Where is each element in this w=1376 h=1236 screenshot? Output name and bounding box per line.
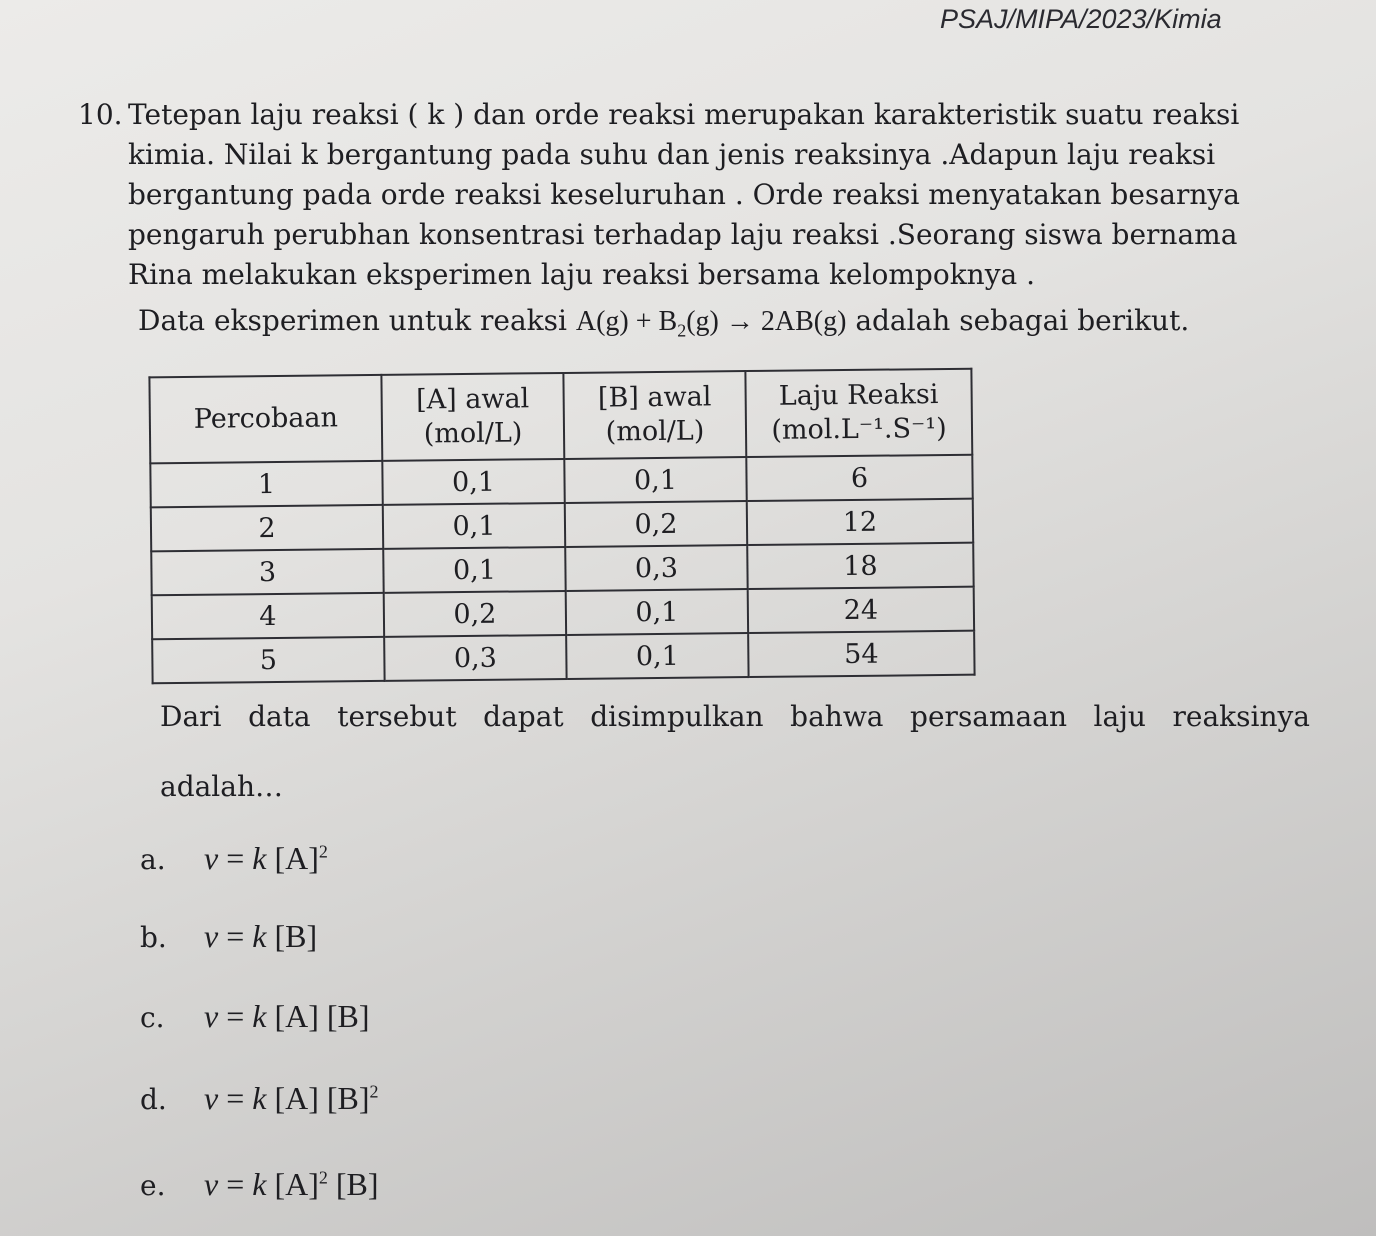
option-letter: a.: [140, 843, 166, 876]
table-header-row: [149, 369, 972, 464]
table-cell: 0,1: [383, 547, 565, 593]
header-percobaan: Percobaan: [149, 375, 382, 463]
reaction-left: A(g) + B: [575, 306, 678, 337]
answer-option-a[interactable]: [140, 840, 328, 877]
experiment-outro: adalah sebagai berikut.: [855, 304, 1190, 337]
conclusion-text-end: adalah…: [160, 770, 283, 803]
header-text: [A] awal: [415, 383, 530, 416]
question-text-line: pengaruh perubhan konsentrasi terhadap laju reaksi .Seorang siswa bernama: [128, 218, 1238, 251]
option-letter: d.: [140, 1083, 167, 1116]
header-b-awal: [563, 371, 746, 459]
reaction-equation: [575, 306, 847, 341]
option-formula: v = k $[A]^2$ [B]: [204, 1166, 379, 1202]
reaction-right: (g) → 2AB(g): [686, 306, 847, 337]
experiment-intro-line: [138, 304, 1189, 342]
table-cell: 5: [152, 637, 384, 683]
header-text: [B] awal: [597, 381, 712, 414]
table-cell: 4: [152, 593, 384, 639]
option-formula: v = k [B]: [204, 918, 318, 954]
document-code: PSAJ/MIPA/2023/Kimia: [940, 4, 1222, 34]
header-unit: (mol/L): [423, 417, 523, 450]
option-letter: e.: [140, 1169, 166, 1202]
option-formula: v = k [A] [B]: [204, 998, 370, 1034]
answer-option-d[interactable]: [140, 1080, 379, 1117]
table-cell: 0,1: [382, 459, 564, 505]
header-text: Laju Reaksi: [778, 379, 939, 412]
header-unit: (mol.L⁻¹.S⁻¹): [771, 412, 947, 446]
table-cell: 0,3: [565, 545, 747, 591]
table-cell: 54: [748, 631, 974, 677]
table-cell: 3: [151, 549, 383, 595]
table-cell: 18: [747, 543, 973, 589]
question-text-line: kimia. Nilai k bergantung pada suhu dan jenis reaksinya .Adapun laju reaksi: [128, 138, 1216, 171]
experiment-data-table: [148, 368, 975, 685]
question-text-line: Tetepan laju reaksi ( k ) dan orde reaksi merupakan karakteristik suatu reaksi: [128, 98, 1240, 131]
table-cell: 0,1: [566, 633, 748, 679]
table-cell: 12: [747, 499, 973, 545]
experiment-intro: Data eksperimen untuk reaksi: [138, 304, 567, 337]
table-cell: 6: [746, 455, 972, 501]
answer-option-c[interactable]: [140, 998, 370, 1035]
question-text-line: Rina melakukan eksperimen laju reaksi bersama kelompoknya .: [128, 258, 1036, 291]
table-cell: 0,1: [566, 589, 748, 635]
option-letter: c.: [140, 1001, 165, 1034]
table-cell: 0,3: [384, 635, 566, 681]
table-cell: 1: [150, 461, 382, 507]
header-laju-reaksi: [745, 369, 972, 457]
question-text-line: bergantung pada orde reaksi keseluruhan . Orde reaksi menyatakan besarnya: [128, 178, 1240, 211]
option-formula: v = k $[A]^2$: [204, 840, 328, 876]
question-number: 10.: [78, 98, 123, 131]
answer-option-b[interactable]: [140, 918, 317, 955]
table-cell: 0,1: [383, 503, 565, 549]
conclusion-text: Dari data tersebut dapat disimpulkan bahwa persamaan laju reaksinya: [160, 700, 1310, 733]
table-cell: 0,1: [564, 457, 746, 503]
option-letter: b.: [140, 921, 167, 954]
table-cell: 0,2: [565, 501, 747, 547]
table-cell: 2: [151, 505, 383, 551]
header-a-awal: [381, 373, 564, 461]
option-formula: v = k [A] $[B]^2$: [204, 1080, 379, 1116]
header-unit: (mol/L): [605, 415, 705, 448]
answer-option-e[interactable]: [140, 1166, 379, 1203]
table-cell: 0,2: [384, 591, 566, 637]
reaction-subscript: 2: [677, 320, 687, 341]
table-cell: 24: [748, 587, 974, 633]
table-row: [152, 631, 974, 684]
